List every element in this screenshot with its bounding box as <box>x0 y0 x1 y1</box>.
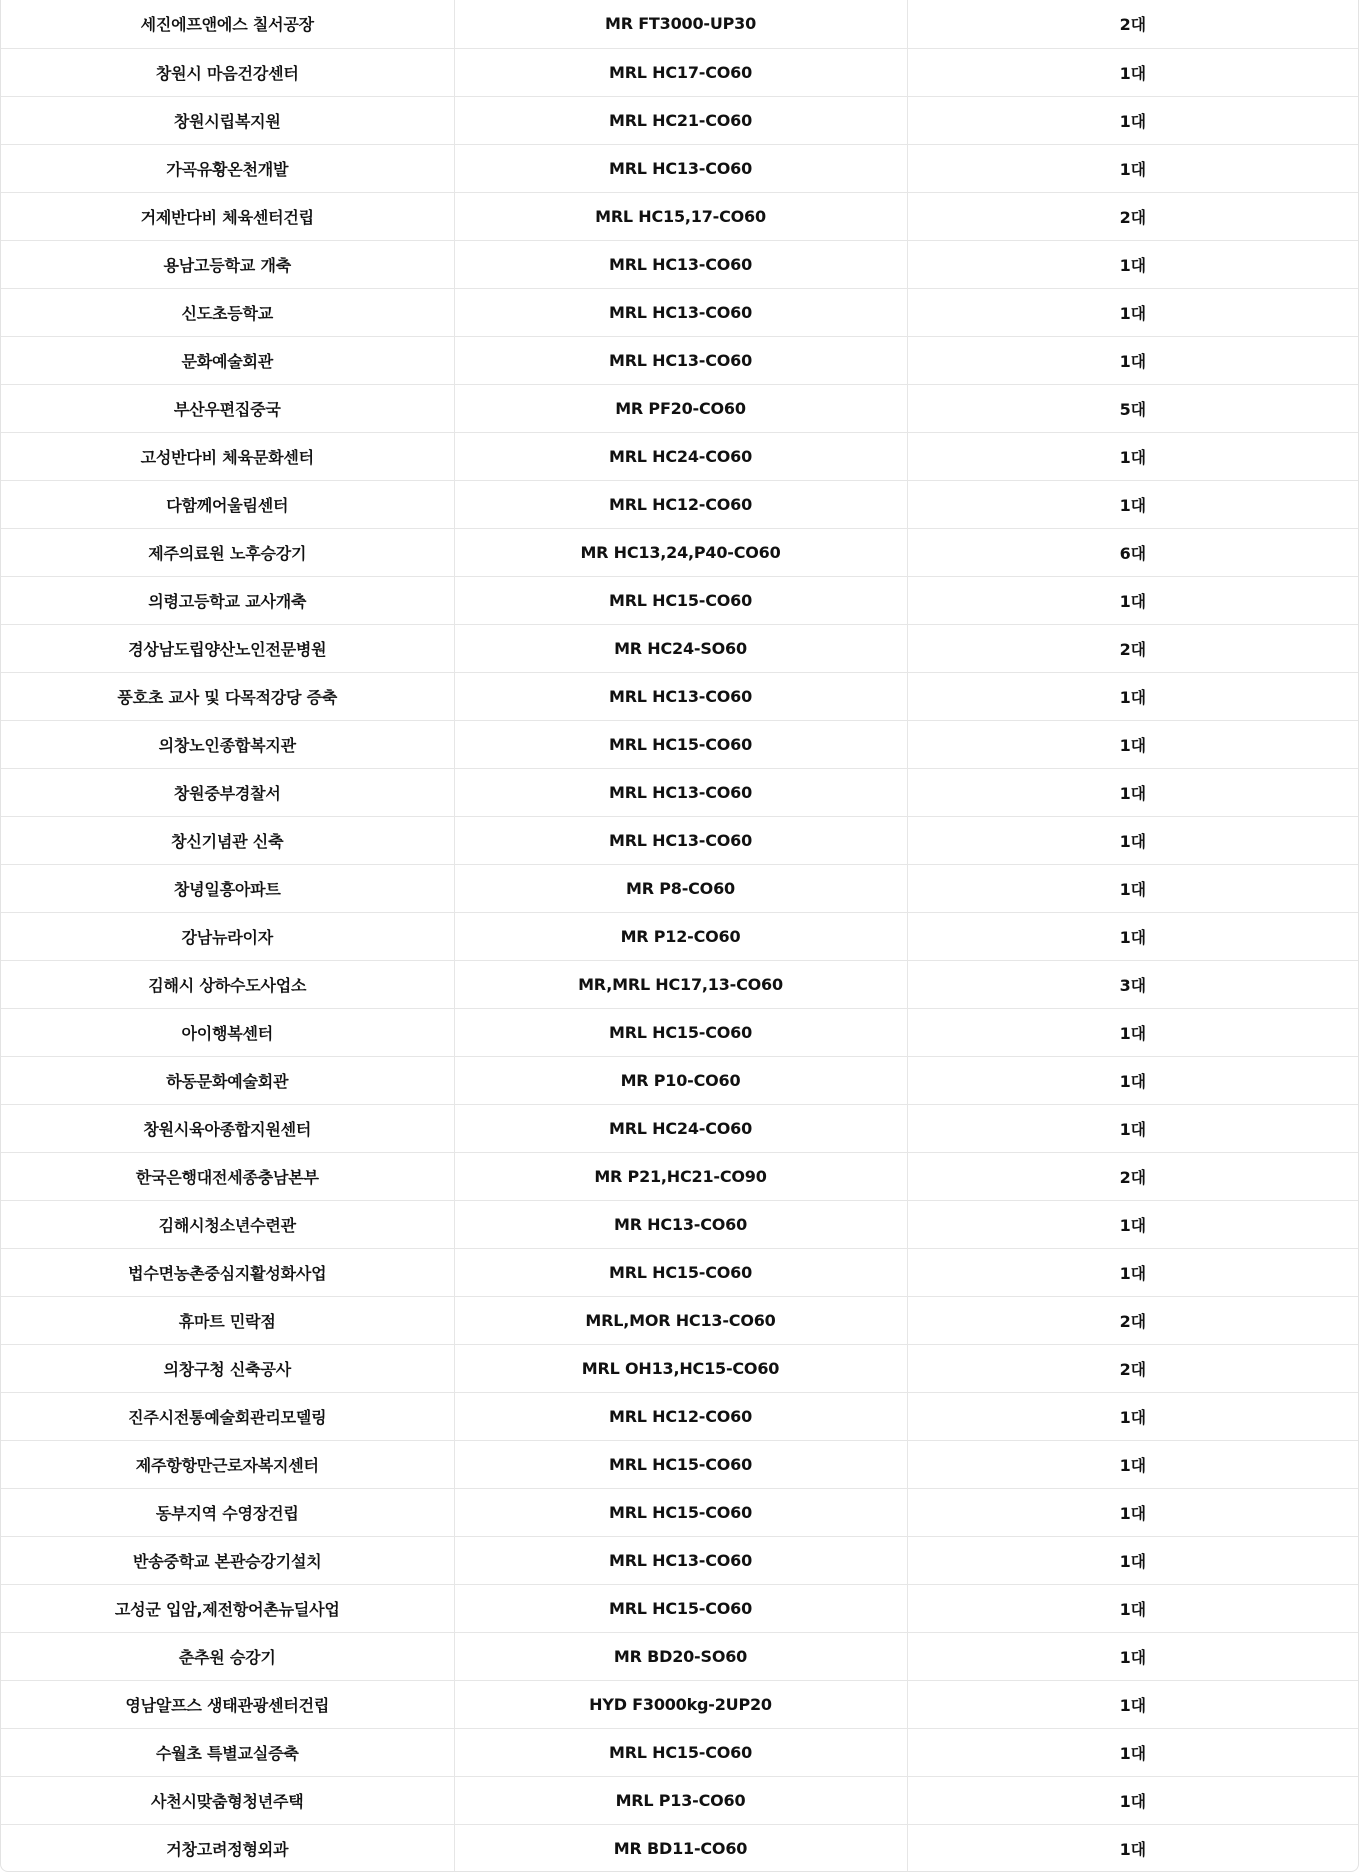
site-name-cell: 진주시전통예술회관리모델링 <box>1 1392 454 1440</box>
table-row <box>1 912 1358 960</box>
quantity-cell: 1대 <box>907 1632 1358 1680</box>
table-row <box>1 144 1358 192</box>
model-cell: MRL HC13-CO60 <box>454 288 907 336</box>
model-cell: MRL HC17-CO60 <box>454 48 907 96</box>
model-cell: MRL HC13-CO60 <box>454 672 907 720</box>
site-name-cell: 반송중학교 본관승강기설치 <box>1 1536 454 1584</box>
model-cell: MRL HC15-CO60 <box>454 1248 907 1296</box>
table-row <box>1 1824 1358 1872</box>
table-row <box>1 288 1358 336</box>
site-name-cell: 세진에프앤에스 칠서공장 <box>1 0 454 48</box>
table-row <box>1 240 1358 288</box>
model-cell: MRL HC15-CO60 <box>454 1728 907 1776</box>
table-row <box>1 1344 1358 1392</box>
table-row <box>1 192 1358 240</box>
quantity-cell: 1대 <box>907 96 1358 144</box>
site-name-cell: 강남뉴라이자 <box>1 912 454 960</box>
model-cell: MRL HC13-CO60 <box>454 768 907 816</box>
table-row <box>1 1392 1358 1440</box>
records-table <box>1 0 1358 1872</box>
model-cell: MR,MRL HC17,13-CO60 <box>454 960 907 1008</box>
quantity-cell: 1대 <box>907 816 1358 864</box>
table-row <box>1 528 1358 576</box>
quantity-cell: 5대 <box>907 384 1358 432</box>
model-cell: MRL HC15-CO60 <box>454 1008 907 1056</box>
site-name-cell: 용남고등학교 개축 <box>1 240 454 288</box>
site-name-cell: 제주항항만근로자복지센터 <box>1 1440 454 1488</box>
table-row <box>1 432 1358 480</box>
quantity-cell: 1대 <box>907 48 1358 96</box>
model-cell: MR P10-CO60 <box>454 1056 907 1104</box>
table-row <box>1 96 1358 144</box>
site-name-cell: 고성군 입암,제전항어촌뉴딜사업 <box>1 1584 454 1632</box>
quantity-cell: 1대 <box>907 720 1358 768</box>
table-row <box>1 1632 1358 1680</box>
site-name-cell: 춘추원 승강기 <box>1 1632 454 1680</box>
table-row <box>1 1296 1358 1344</box>
table-row <box>1 1776 1358 1824</box>
site-name-cell: 거창고려정형외과 <box>1 1824 454 1872</box>
model-cell: MR BD11-CO60 <box>454 1824 907 1872</box>
quantity-cell: 1대 <box>907 1680 1358 1728</box>
quantity-cell: 1대 <box>907 1488 1358 1536</box>
site-name-cell: 창원시립복지원 <box>1 96 454 144</box>
model-cell: MR P8-CO60 <box>454 864 907 912</box>
quantity-cell: 2대 <box>907 1152 1358 1200</box>
quantity-cell: 1대 <box>907 864 1358 912</box>
table-row <box>1 1440 1358 1488</box>
table-row <box>1 384 1358 432</box>
site-name-cell: 아이행복센터 <box>1 1008 454 1056</box>
quantity-cell: 2대 <box>907 192 1358 240</box>
site-name-cell: 고성반다비 체육문화센터 <box>1 432 454 480</box>
model-cell: MRL HC13-CO60 <box>454 240 907 288</box>
quantity-cell: 1대 <box>907 1584 1358 1632</box>
site-name-cell: 제주의료원 노후승강기 <box>1 528 454 576</box>
model-cell: MRL HC15-CO60 <box>454 720 907 768</box>
quantity-cell: 1대 <box>907 672 1358 720</box>
site-name-cell: 수월초 특별교실증축 <box>1 1728 454 1776</box>
quantity-cell: 2대 <box>907 1344 1358 1392</box>
quantity-cell: 3대 <box>907 960 1358 1008</box>
model-cell: MRL HC13-CO60 <box>454 816 907 864</box>
table-row <box>1 768 1358 816</box>
table-row <box>1 0 1358 48</box>
model-cell: MR HC13-CO60 <box>454 1200 907 1248</box>
quantity-cell: 1대 <box>907 1008 1358 1056</box>
quantity-cell: 6대 <box>907 528 1358 576</box>
site-name-cell: 창원시 마음건강센터 <box>1 48 454 96</box>
quantity-cell: 1대 <box>907 1056 1358 1104</box>
model-cell: MRL HC15,17-CO60 <box>454 192 907 240</box>
model-cell: HYD F3000kg-2UP20 <box>454 1680 907 1728</box>
model-cell: MR PF20-CO60 <box>454 384 907 432</box>
site-name-cell: 신도초등학교 <box>1 288 454 336</box>
model-cell: MRL HC21-CO60 <box>454 96 907 144</box>
model-cell: MRL HC13-CO60 <box>454 336 907 384</box>
table-row <box>1 864 1358 912</box>
table-row <box>1 1104 1358 1152</box>
site-name-cell: 한국은행대전세종충남본부 <box>1 1152 454 1200</box>
model-cell: MR HC24-SO60 <box>454 624 907 672</box>
model-cell: MR FT3000-UP30 <box>454 0 907 48</box>
quantity-cell: 1대 <box>907 1536 1358 1584</box>
table-row <box>1 480 1358 528</box>
table-row <box>1 1680 1358 1728</box>
quantity-cell: 1대 <box>907 576 1358 624</box>
table-row <box>1 1584 1358 1632</box>
quantity-cell: 1대 <box>907 768 1358 816</box>
quantity-cell: 1대 <box>907 1392 1358 1440</box>
table-body <box>1 0 1358 1872</box>
site-name-cell: 의령고등학교 교사개축 <box>1 576 454 624</box>
model-cell: MRL HC24-CO60 <box>454 1104 907 1152</box>
model-cell: MRL P13-CO60 <box>454 1776 907 1824</box>
quantity-cell: 1대 <box>907 288 1358 336</box>
model-cell: MRL HC13-CO60 <box>454 1536 907 1584</box>
site-name-cell: 창녕일흥아파트 <box>1 864 454 912</box>
site-name-cell: 창원시육아종합지원센터 <box>1 1104 454 1152</box>
quantity-cell: 1대 <box>907 1728 1358 1776</box>
table-row <box>1 816 1358 864</box>
table-row <box>1 1200 1358 1248</box>
site-name-cell: 가곡유황온천개발 <box>1 144 454 192</box>
table-row <box>1 1008 1358 1056</box>
quantity-cell: 1대 <box>1119 1839 1146 1859</box>
quantity-cell: 1대 <box>907 144 1358 192</box>
site-name-cell: 영남알프스 생태관광센터건립 <box>1 1680 454 1728</box>
site-name-cell: 문화예술회관 <box>1 336 454 384</box>
model-cell: MRL HC12-CO60 <box>454 1392 907 1440</box>
quantity-cell: 1대 <box>907 1440 1358 1488</box>
table-row <box>1 624 1358 672</box>
model-cell: MR P12-CO60 <box>454 912 907 960</box>
site-name-cell: 김해시 상하수도사업소 <box>1 960 454 1008</box>
site-name-cell: 부산우편집중국 <box>1 384 454 432</box>
model-cell: MRL HC15-CO60 <box>454 1440 907 1488</box>
model-cell: MRL HC15-CO60 <box>454 576 907 624</box>
table-row <box>1 1152 1358 1200</box>
table-row <box>1 1488 1358 1536</box>
table-row <box>1 1248 1358 1296</box>
quantity-cell: 1대 <box>907 1104 1358 1152</box>
quantity-cell: 2대 <box>907 0 1358 48</box>
quantity-cell: 1대 <box>907 432 1358 480</box>
model-cell: MR P21,HC21-CO90 <box>454 1152 907 1200</box>
quantity-cell: 1대 <box>907 1200 1358 1248</box>
model-cell: MRL HC15-CO60 <box>454 1488 907 1536</box>
model-cell: MRL HC15-CO60 <box>454 1584 907 1632</box>
model-cell: MR BD20-SO60 <box>454 1632 907 1680</box>
table-row <box>1 1728 1358 1776</box>
quantity-cell: 1대 <box>907 480 1358 528</box>
model-cell: MRL HC12-CO60 <box>454 480 907 528</box>
site-name-cell: 하동문화예술회관 <box>1 1056 454 1104</box>
quantity-cell: 1대 <box>907 912 1358 960</box>
model-cell: MRL HC24-CO60 <box>454 432 907 480</box>
site-name-cell: 풍호초 교사 및 다목적강당 증축 <box>1 672 454 720</box>
table-row <box>1 576 1358 624</box>
quantity-cell: 2대 <box>907 1296 1358 1344</box>
quantity-cell: 1대 <box>907 1776 1358 1824</box>
table-row <box>1 1536 1358 1584</box>
site-name-cell: 창신기념관 신축 <box>1 816 454 864</box>
site-name-cell: 다함께어울림센터 <box>1 480 454 528</box>
site-name-cell: 창원중부경찰서 <box>1 768 454 816</box>
site-name-cell: 법수면농촌중심지활성화사업 <box>1 1248 454 1296</box>
table-row <box>1 336 1358 384</box>
site-name-cell: 경상남도립양산노인전문병원 <box>1 624 454 672</box>
site-name-cell: 사천시맞춤형청년주택 <box>1 1776 454 1824</box>
site-name-cell: 휴마트 민락점 <box>1 1296 454 1344</box>
site-name-cell: 의창노인종합복지관 <box>1 720 454 768</box>
site-name-cell: 의창구청 신축공사 <box>1 1344 454 1392</box>
quantity-cell: 1대 <box>907 240 1358 288</box>
table-row <box>1 672 1358 720</box>
table-row <box>1 960 1358 1008</box>
table-row <box>1 48 1358 96</box>
site-name-cell: 김해시청소년수련관 <box>1 1200 454 1248</box>
model-cell: MRL,MOR HC13-CO60 <box>454 1296 907 1344</box>
model-cell: MRL HC13-CO60 <box>454 144 907 192</box>
site-name-cell: 동부지역 수영장건립 <box>1 1488 454 1536</box>
model-cell: MRL OH13,HC15-CO60 <box>454 1344 907 1392</box>
model-cell: MR HC13,24,P40-CO60 <box>454 528 907 576</box>
site-name-cell: 거제반다비 체육센터건립 <box>1 192 454 240</box>
table-row <box>1 1056 1358 1104</box>
quantity-cell: 1대 <box>907 336 1358 384</box>
quantity-cell: 2대 <box>907 624 1358 672</box>
table-row <box>1 720 1358 768</box>
quantity-cell: 1대 <box>907 1248 1358 1296</box>
